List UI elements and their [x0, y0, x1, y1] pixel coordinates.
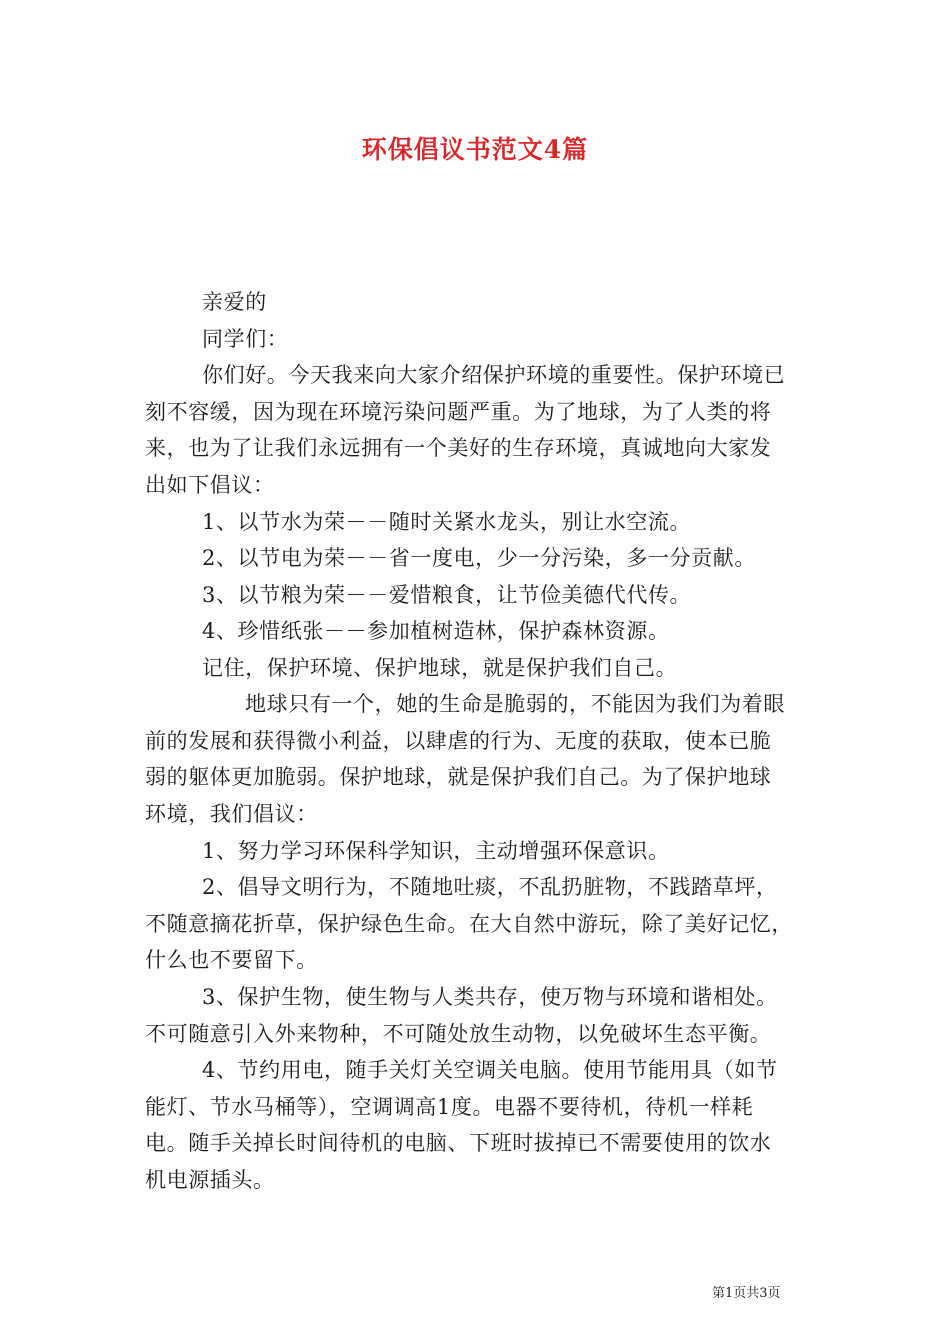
list-item: 1、努力学习环保科学知识，主动增强环保意识。 — [202, 839, 670, 863]
list-item: 2、以节电为荣－－省一度电，少一分污染，多一分贡献。 — [202, 546, 756, 570]
list-item: 4、珍惜纸张－－参加植树造林，保护森林资源。 — [202, 619, 670, 643]
list-item: 4、节约用电，随手关灯关空调关电脑。使用节能用具（如节 — [202, 1058, 778, 1082]
paragraph-line: 来，也为了让我们永远拥有一个美好的生存环境，真诚地向大家发 — [145, 436, 772, 460]
paragraph-line: 刻不容缓，因为现在环境污染问题严重。为了地球，为了人类的将 — [145, 400, 772, 424]
list-item: 3、保护生物，使生物与人类共存，使万物与环境和谐相处。 — [202, 985, 778, 1009]
paragraph-line: 不随意摘花折草，保护绿色生命。在大自然中游玩，除了美好记忆， — [145, 912, 793, 936]
paragraph-line: 记住，保护环境、保护地球，就是保护我们自己。 — [202, 656, 678, 680]
paragraph-line: 地球只有一个，她的生命是脆弱的，不能因为我们为着眼 — [245, 692, 785, 716]
paragraph-line: 机电源插头。 — [145, 1168, 275, 1192]
salutation-line-1: 亲爱的 — [202, 290, 267, 314]
paragraph-line: 什么也不要留下。 — [145, 948, 318, 972]
paragraph-line: 弱的躯体更加脆弱。保护地球，就是保护我们自己。为了保护地球 — [145, 765, 772, 789]
paragraph-line: 前的发展和获得微小利益，以肆虐的行为、无度的获取，使本已脆 — [145, 729, 772, 753]
paragraph-line: 电。随手关掉长时间待机的电脑、下班时拔掉已不需要使用的饮水 — [145, 1131, 772, 1155]
paragraph-line: 不可随意引入外来物种，不可随处放生动物，以免破坏生态平衡。 — [145, 1022, 772, 1046]
page-number: 第1页共3页 — [712, 1286, 781, 1301]
paragraph-line: 你们好。今天我来向大家介绍保护环境的重要性。保护环境已 — [202, 363, 786, 387]
paragraph-line: 出如下倡议： — [145, 473, 275, 497]
list-item: 3、以节粮为荣－－爱惜粮食，让节俭美德代代传。 — [202, 583, 692, 607]
list-item: 1、以节水为荣－－随时关紧水龙头，别让水空流。 — [202, 510, 692, 534]
list-item: 2、倡导文明行为，不随地吐痰，不乱扔脏物，不践踏草坪， — [202, 875, 778, 899]
salutation-line-2: 同学们： — [202, 327, 289, 351]
paragraph-line: 能灯、节水马桶等），空调调高1度。电器不要待机，待机一样耗 — [145, 1095, 754, 1119]
paragraph-line: 环境，我们倡议： — [145, 802, 318, 826]
document-title: 环保倡议书范文4篇 — [361, 135, 589, 164]
